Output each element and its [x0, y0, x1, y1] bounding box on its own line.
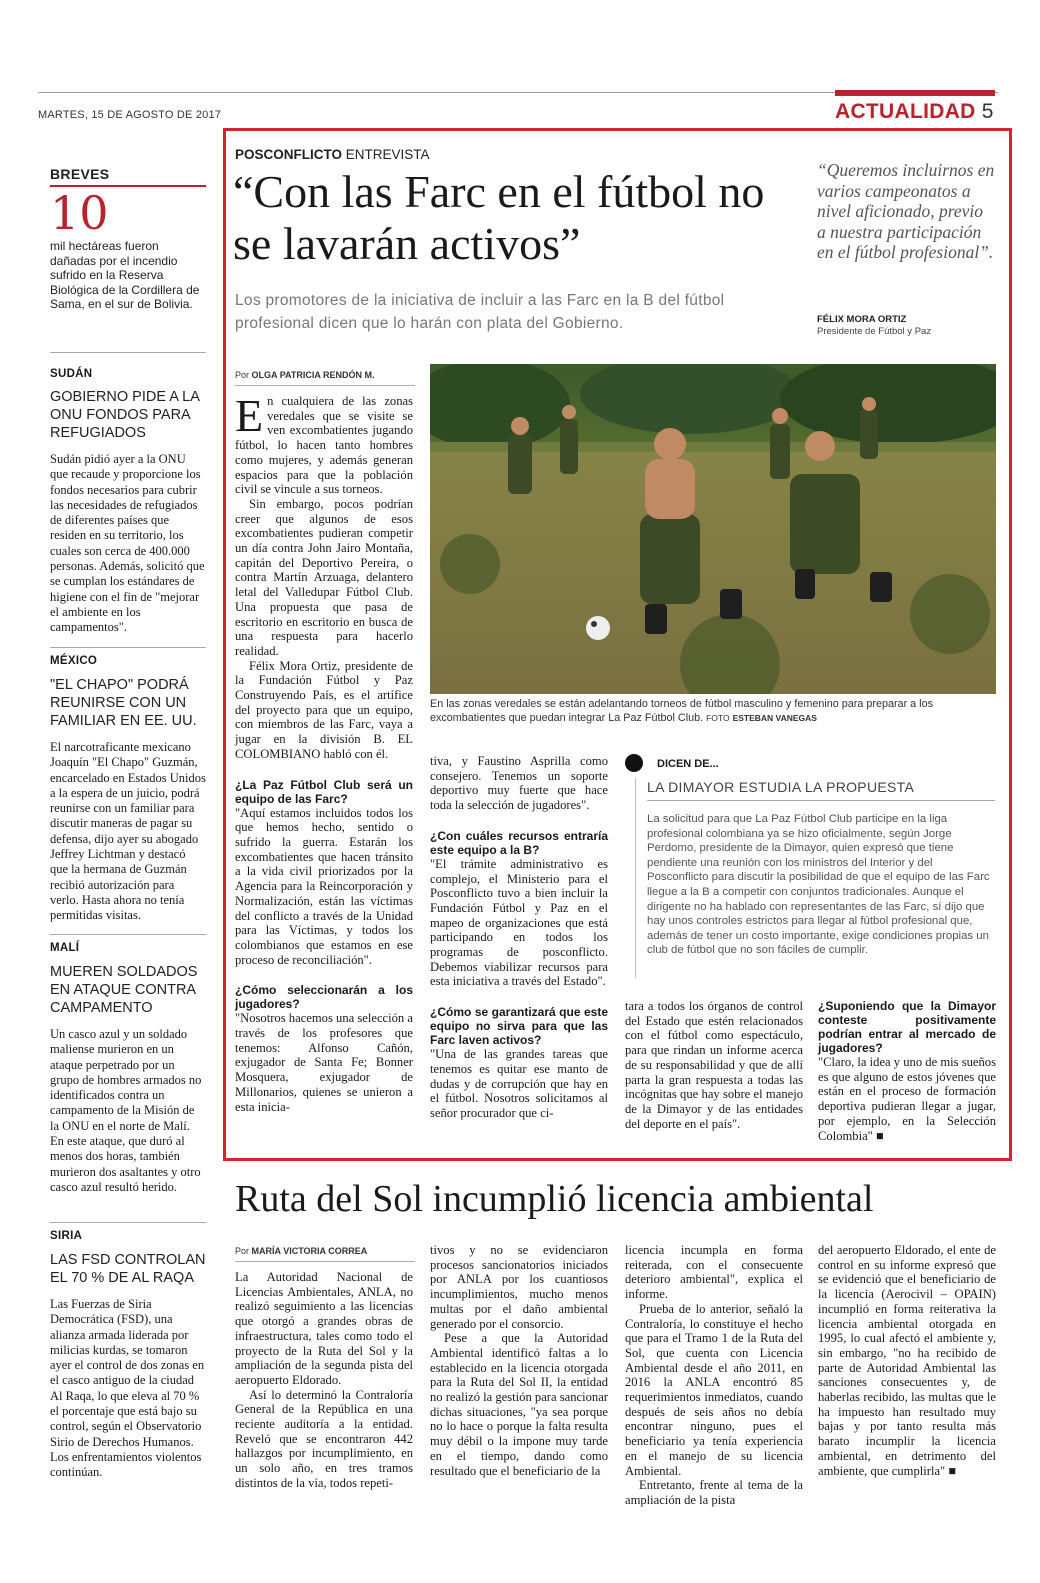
interview-question: ¿Cómo se garantizará que este equipo no sirva para que las Farc laven activos?	[430, 1005, 608, 1048]
paragraph: La Autoridad Nacional de Licencias Ambientales, ANLA, no realizó seguimiento a las licencias que otorgó a grandes obras de infraestructura, tales como todo el proyecto de la Ruta del Sol y la ampliación de la segunda pista del aeropuerto Eldorado.	[235, 1270, 413, 1387]
page-number: 5	[981, 100, 994, 123]
interview-answer: "Aquí estamos incluidos todos los que hemos hecho, sentido o sufrido la guerra. Estarán los excombatientes que hacen tránsito a la vida civil priorizados por la Agencia para la Reincorporación y Normalización, están las víctimas del conflicto a través de la Unidad para las Víctimas, y todos los colombianos que estamos en ese proceso de reconciliación".	[235, 805, 413, 967]
paragraph: Entretanto, frente al tema de la ampliación de la pista	[625, 1478, 803, 1507]
paragraph-text: del aeropuerto Eldorado, el ente de control en su informe expresó que se evidenció que el beneficiario de la licencia (Aerocivil – OPAIN) incumplió en forma reiterativa la licencia ambiental otorgada en 1995, lo cual afectó el ambiente y, sin embargo, "no ha recibido de parte de Autoridad Ambiental las sanciones consecuentes y, de haberlas recibido, las multas que le ha impuesto han resultado muy bajas y por tanto resulta más barato incumplir la licencia ambiental, en detrimento del ambiente, que cumplirla"	[818, 1243, 996, 1478]
article-column	[235, 1270, 413, 1491]
brief-headline: LAS FSD CONTROLAN EL 70 % DE AL RAQA	[50, 1252, 206, 1286]
interview-answer: "El trámite administrativo es complejo, el Ministerio para el Posconflicto tuvo a bien incluir la Fundación Fútbol y Paz en el mapeo de organizaciones que está participando en todos los programas de posconflicto. Debemos viabilizar recursos para esta iniciativa a través del Estado".	[430, 856, 608, 989]
byline-author: OLGA PATRICIA RENDÓN M.	[251, 370, 375, 380]
photo-caption	[430, 697, 996, 725]
interview-answer: "Nosotros hacemos una selección a través de los profesores que tenemos: Alfonso Cañón, exjugador de Santa Fe; Bonner Mosquera, exjugador de Millonarios, quienes se unieron a esta inicia-	[235, 1011, 413, 1114]
byline-prefix: Por	[235, 1246, 250, 1256]
article-column	[625, 1243, 803, 1508]
paragraph	[818, 1243, 996, 1478]
article-subtitle: Los promotores de la iniciativa de incluir a las Farc en la B del fútbol profesional dicen que lo harán con plata del Gobierno.	[235, 292, 725, 332]
caption-text: En las zonas veredales se están adelantando torneos de fútbol masculino y femenino para preparar a los excombatientes que puedan integrar La Paz Fútbol Club.	[430, 698, 933, 724]
brief-body: Un casco azul y un soldado maliense murieron en un ataque perpetrado por un grupo de hombres armados no identificados contra un campamento de la Misión de la ONU en el norte de Malí. En este ataque, que duró al menos dos horas, también murieron dos asaltantes y otro casco azul resultó herido.	[50, 1027, 202, 1194]
breves-label: BREVES	[50, 166, 110, 182]
interview-question: ¿La Paz Fútbol Club será un equipo de las Farc?	[235, 777, 413, 806]
section-name: ACTUALIDAD	[835, 100, 976, 123]
paragraph: tivos y no se evidenciaron procesos sancionatorios iniciados por ANLA por los cuantiosos incumplimientos, mucho menos multas por el daño ambiental generado por el consorcio.	[430, 1243, 608, 1331]
breves-block	[50, 166, 206, 312]
big-number-text: mil hectáreas fueron dañadas por el incendio sufrido en la Reserva Biológica de la Cordillera de Sama, en el sur de Bolivia.	[50, 239, 200, 312]
article-column	[235, 390, 413, 1114]
byline	[235, 370, 375, 380]
paragraph: tara a todos los órganos de control del Estado que estén relacionados con el fútbol como espectáculo, para que rindan un informe acerca de su responsabilidad y que de allí parta la gran respuesta a todas las incógnitas que hay sobre el manejo de la Dimayor y de las entidades del deporte en el país".	[625, 999, 803, 1131]
answer-text: "Claro, la idea y uno de mis sueños es que alguno de estos jóvenes que están en el proceso de formación deportiva pudieran llegar a jugar, por ejemplo, en la Selección Colombia"	[818, 1055, 996, 1143]
paragraph: licencia incumpla en forma reiterada, con el consecuente deterioro ambiental", explica el informe.	[625, 1243, 803, 1302]
brief-country: SUDÁN	[50, 368, 93, 380]
sidebar-divider	[50, 352, 206, 353]
issue-date: MARTES, 15 DE AGOSTO DE 2017	[38, 109, 222, 121]
big-number: 10	[50, 186, 109, 240]
paragraph: Prueba de lo anterior, señaló la Contraloría, lo constituye el hecho que para el Tramo 1 de la Ruta del Sol, que cuenta con Licencia Ambiental desde el año 2011, en 2016 la ANLA encontró 85 requerimientos inmediatos, cuando después de seis años no debía encontrar ninguno, pues el beneficiario ya tenía experiencia en el manejo de su licencia Ambiental.	[625, 1301, 803, 1478]
sidebar-divider	[50, 647, 206, 648]
interview-question: ¿Con cuáles recursos entraría este equipo a la B?	[430, 828, 608, 857]
brief-body: Sudán pidió ayer a la ONU que recaude y proporcione los fondos necesarios para cubrir las necesidades de refugiados de diferentes países que residen en su territorio, los cuales son cerca de 400.000 personas. Además, solicitó que se cumplan los estándares de higiene con el fin de "mejorar el ambiente en los campamentos".	[50, 452, 205, 635]
soccer-photo-illustration	[430, 364, 996, 694]
lead-paragraph	[235, 390, 413, 497]
article-column	[430, 1243, 608, 1478]
article-title: “Con las Farc en el fútbol no se lavarán activos”	[233, 166, 765, 269]
dicen-de-box	[625, 754, 995, 984]
speech-bubble-icon	[625, 754, 643, 772]
interview-question: ¿Cómo seleccionarán a los jugadores?	[235, 983, 413, 1012]
photo-credit-label: FOTO	[706, 713, 730, 723]
paragraph: tiva, y Faustino Asprilla como consejero. Tenemos un soporte deportivo muy fuerte que hace toda la selección de jugadores".	[430, 754, 608, 813]
sidebar-divider	[50, 934, 206, 935]
article-column	[818, 999, 996, 1143]
brief-item	[50, 942, 206, 1195]
brief-headline: "EL CHAPO" PODRÁ REUNIRSE CON UN FAMILIAR EN EE. UU.	[50, 677, 197, 729]
section-bar	[835, 90, 995, 96]
box-title: LA DIMAYOR ESTUDIA LA PROPUESTA	[647, 779, 915, 795]
interview-answer: "Una de las grandes tareas que tenemos es quitar ese manto de dudas y de corrupción que hay en el fútbol. Nosotros solicitamos al señor procurador que ci-	[430, 1047, 608, 1120]
brief-headline: MUEREN SOLDADOS EN ATAQUE CONTRA CAMPAMENTO	[50, 964, 198, 1016]
brief-body: Las Fuerzas de Siria Democrática (FSD), una alianza armada liderada por milicias kurdas, se tomaron ayer el control de dos zonas en el casco antiguo de la ciudad Al Raqa, lo que eleva al 70 % el porcentaje que está bajo su control, según el Observatorio Sirio de Derechos Humanos. Los enfrentamientos violentos continúan.	[50, 1297, 205, 1480]
paragraph-text: n cualquiera de las zonas veredales que se visite se ven excombatientes jugando fútbol, lo hacen tanto hombres como mujeres, y además generan espacios para que la población civil se vincule a sus torneos.	[235, 394, 413, 497]
byline-prefix: Por	[235, 370, 250, 380]
drop-cap: E	[235, 390, 264, 441]
box-body: La solicitud para que La Paz Fútbol Club participe en la liga profesional colombiana ya se hizo oficialmente, según Jorge Perdomo, presidente de la Dimayor, quien expresó que tiene pendiente una reunión con los ministros del Interior y del Posconflicto para discutir la posibilidad de que el equipo de las Farc llegue a la B a competir con conjuntos tradicionales. Aunque el dirigente no ha hablado con representantes de las Farc, sí dijo que hay unos controles estrictos para llegar al fútbol profesional que, además de tener un costo importante, exige condiciones propias un club de fútbol que no son fáciles de cumplir.	[647, 813, 990, 957]
interview-answer	[818, 1055, 996, 1143]
paragraph: Así lo determinó la Contraloría General de la República en una reciente auditoría a la entidad. Reveló que se encontraron 442 hallazgos por incumplimiento, en un solo año, en tres tramos distintos de la vía, todos repeti-	[235, 1387, 413, 1490]
paragraph: Félix Mora Ortiz, presidente de la Fundación Fútbol y Paz Construyendo País, es el artífice del proyecto para que un equipo, con miembros de las Farc, vaya a jugar en la división B. EL COLOMBIANO habló con él.	[235, 658, 413, 761]
paragraph: Pese a que la Autoridad Ambiental identificó faltas a lo establecido en la licencia otorgada para la Ruta del Sol II, la entidad no realizó la gestión para sancionar dichas situaciones, "ya sea porque no lo hace o porque la falta resulta muy débil o la impone muy tarde en el tiempo, dando como resultado que el beneficiario de la	[430, 1331, 608, 1478]
end-mark-icon: ■	[948, 1463, 956, 1478]
kicker-topic: POSCONFLICTO	[235, 147, 343, 162]
end-mark-icon: ■	[875, 1128, 884, 1143]
pull-quote-role: Presidente de Fútbol y Paz	[817, 326, 932, 337]
byline-rule	[235, 385, 415, 386]
brief-headline: GOBIERNO PIDE A LA ONU FONDOS PARA REFUGIADOS	[50, 389, 200, 441]
brief-item	[50, 368, 206, 636]
brief-country: MALÍ	[50, 942, 80, 954]
article-column	[430, 754, 608, 1121]
article-title: Ruta del Sol incumplió licencia ambiental	[235, 1178, 874, 1220]
interview-question: ¿Suponiendo que la Dimayor conteste positivamente podrían entrar al mercado de jugadores?	[818, 999, 996, 1055]
box-title-rule	[647, 800, 995, 801]
article-kicker	[235, 147, 430, 162]
article-column	[625, 999, 803, 1131]
brief-country: MÉXICO	[50, 655, 98, 667]
byline-rule	[235, 1261, 415, 1262]
section-label	[835, 100, 994, 124]
brief-country: SIRIA	[50, 1230, 83, 1242]
pull-quote: “Queremos incluirnos en varios campeonatos a nivel aficionado, previo a nuestra participación en el fútbol profesional”.	[817, 160, 995, 263]
pull-quote-name: FÉLIX MORA ORTIZ	[817, 314, 907, 325]
article-column	[818, 1243, 996, 1478]
kicker-type: ENTREVISTA	[345, 147, 430, 162]
brief-item	[50, 655, 206, 924]
box-rule	[635, 778, 636, 978]
sidebar-divider	[50, 1222, 206, 1223]
brief-body: El narcotraficante mexicano Joaquín "El Chapo" Guzmán, encarcelado en Estados Unidos a la espera de un juicio, podrá reunirse con un familiar para discutir maneras de pagar su defensa, dijo ayer su abogado Jeffrey Lichtman y destacó que la hermana de Guzmán recibió autorización para verlo. Hasta ahora no tenía permitidas visitas.	[50, 740, 206, 923]
box-label: DICEN DE...	[657, 758, 719, 770]
byline	[235, 1246, 367, 1256]
byline-author: MARÍA VICTORIA CORREA	[251, 1246, 368, 1256]
brief-item	[50, 1230, 206, 1481]
article-photo	[430, 364, 996, 694]
paragraph: Sin embargo, pocos podrían creer que algunos de esos excombatientes pudieran competir un día contra John Jairo Montaña, capitán del Deportivo Pereira, o contra Martín Arzuaga, delantero letal del Valledupar Fútbol Club. Una propuesta que pasa de escritorio en escritorio en busca de una respuesta para hacerlo realidad.	[235, 496, 413, 658]
photo-credit: ESTEBAN VANEGAS	[732, 713, 817, 723]
